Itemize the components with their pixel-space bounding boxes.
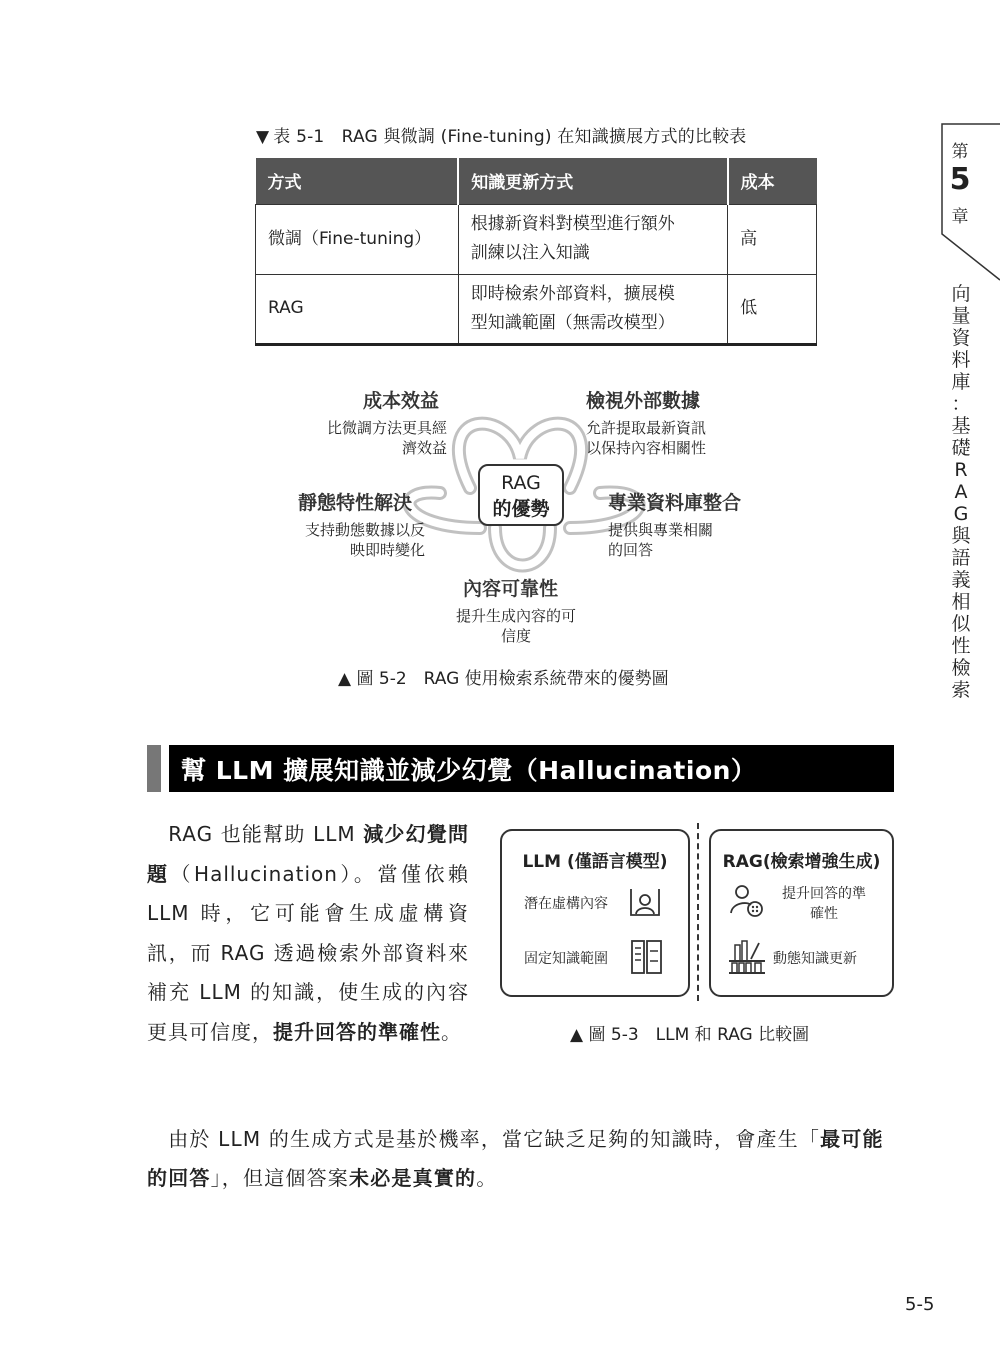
chapter-tab: [940, 122, 1000, 282]
table-header: 知識更新方式: [458, 158, 727, 204]
side-title-char: 與: [951, 525, 971, 547]
side-title-char: A: [954, 481, 968, 503]
section-heading-text: 幫 LLM 擴展知識並減少幻覺（Hallucination）: [181, 756, 757, 785]
table-row: [256, 204, 817, 274]
comparison-table: [255, 158, 817, 346]
dashed-divider: [697, 823, 699, 1001]
advantage-desc: 比微調方法更具經 濟效益: [326, 419, 447, 457]
side-title-char: 向: [951, 283, 971, 305]
chapter-prefix: 第: [951, 142, 969, 162]
side-title-char: 義: [951, 569, 971, 591]
side-title-char: 資: [951, 327, 971, 349]
llm-item: 潛在虛構內容: [524, 896, 608, 912]
table-cell: RAG: [256, 274, 459, 344]
side-title-char: 礎: [951, 437, 971, 459]
table-caption-text: 表 5-1 RAG 與微調 (Fine-tuning) 在知識擴展方式的比較表: [273, 127, 747, 147]
advantage-desc: 提升生成內容的可 信度: [455, 607, 576, 645]
table-header-row: [256, 158, 817, 204]
library-books-icon: [727, 939, 767, 975]
section-heading: [147, 745, 894, 792]
side-title-char: 料: [951, 349, 971, 371]
table-caption: [256, 122, 747, 147]
rag-item: 提升回答的準 確性: [782, 886, 866, 922]
table-row: [256, 274, 817, 344]
side-title-char: ：: [951, 393, 971, 415]
triangle-up-icon: ▲: [570, 1025, 589, 1045]
side-chapter-title: [948, 283, 974, 701]
advantage-desc: 支持動態數據以反 映即時變化: [304, 521, 425, 559]
advantage-title: 內容可靠性: [463, 578, 559, 600]
side-title-char: G: [953, 503, 969, 525]
llm-box: [500, 829, 690, 997]
side-title-char: 相: [951, 591, 971, 613]
llm-title: LLM (僅語言模型): [522, 852, 668, 872]
side-title-char: 量: [951, 305, 971, 327]
rag-center-label: RAG 的優勢: [478, 464, 564, 526]
advantage-title: 專業資料庫整合: [608, 492, 742, 514]
table-header: 成本: [728, 158, 817, 204]
side-title-char: 似: [951, 613, 971, 635]
screen-person-icon: [628, 886, 662, 918]
bookshelf-icon: [630, 939, 664, 975]
figure-caption: ▲ 圖 5-3 LLM 和 RAG 比較圖: [570, 1025, 810, 1045]
table-cell: 根據新資料對模型進行額外 訓練以注入知識: [458, 204, 727, 274]
advantage-title: 靜態特性解決: [298, 492, 413, 514]
body-paragraph: RAG 也能幫助 LLM 減少幻覺問題（Hallucination）。當僅依賴 LLM 時，它可能會生成虛構資訊，而 RAG 透過檢索外部資料來補充 LLM 的知識，使生成的內容更具可信度，提升回答的準確性。: [147, 822, 470, 1044]
rag-item: 動態知識更新: [773, 951, 857, 967]
table-header: 方式: [256, 158, 459, 204]
body-paragraph: 由於 LLM 的生成方式是基於機率，當它缺乏足夠的知識時，會產生「最可能的回答」，但這個答案未必是真實的。: [147, 1127, 884, 1190]
table-cell: 即時檢索外部資料，擴展模 型知識範圍（無需改模型）: [458, 274, 727, 344]
advantage-desc: 提供與專業相關 的回答: [608, 521, 714, 559]
side-title-char: R: [954, 459, 968, 481]
triangle-up-icon: ▲: [338, 669, 357, 689]
rag-title: RAG(檢索增強生成): [722, 852, 881, 872]
heading-accent-bar: [147, 745, 161, 792]
llm-rag-comparison: [500, 829, 895, 999]
table-cell: 低: [728, 274, 817, 344]
table-cell: 高: [728, 204, 817, 274]
chapter-suffix: 章: [951, 207, 969, 227]
chapter-number: 5: [949, 162, 971, 197]
person-search-icon: [729, 883, 767, 919]
side-title-char: 語: [951, 547, 971, 569]
llm-item: 固定知識範圍: [524, 951, 608, 967]
side-title-char: 性: [951, 635, 971, 657]
advantage-title: 成本效益: [363, 390, 440, 412]
side-title-char: 檢: [951, 657, 971, 679]
figure-caption: ▲ 圖 5-2 RAG 使用檢索系統帶來的優勢圖: [338, 669, 669, 689]
page-number: 5-5: [905, 1294, 935, 1315]
side-title-char: 索: [951, 679, 971, 701]
advantage-title: 檢視外部數據: [586, 390, 701, 412]
side-title-char: 庫: [951, 371, 971, 393]
advantage-desc: 允許提取最新資訊 以保持內容相關性: [586, 419, 707, 457]
triangle-down-icon: ▼: [256, 127, 270, 147]
rag-box: [709, 829, 894, 997]
side-title-char: 基: [951, 415, 971, 437]
table-cell: 微調（Fine-tuning）: [256, 204, 459, 274]
rag-advantages-diagram: [280, 378, 780, 648]
